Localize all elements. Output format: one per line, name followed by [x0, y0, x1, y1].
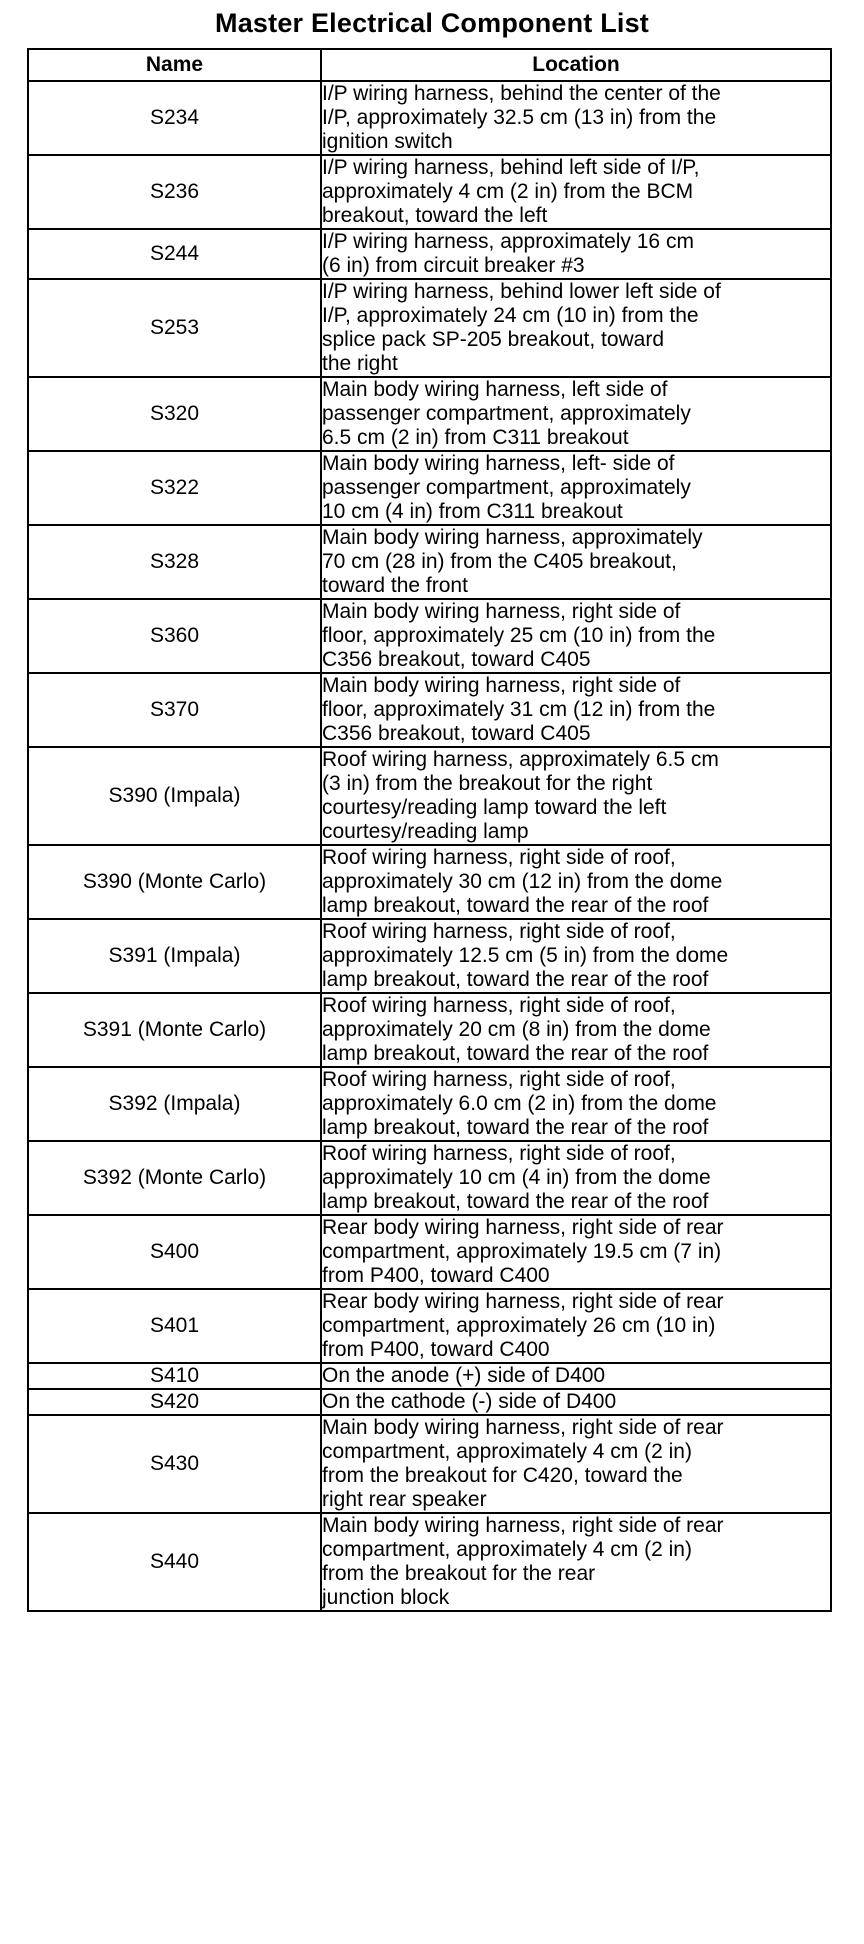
component-location: Main body wiring harness, approximately 70 cm (28 in) from the C405 breakout, toward the front	[321, 525, 831, 599]
table-row	[28, 81, 831, 155]
component-name: S328	[28, 525, 321, 599]
component-location: Main body wiring harness, left side of passenger compartment, approximately 6.5 cm (2 in) from C311 breakout	[321, 377, 831, 451]
component-location: Main body wiring harness, right side of rear compartment, approximately 4 cm (2 in) from the breakout for C420, toward the right rear speaker	[321, 1415, 831, 1513]
component-name: S244	[28, 229, 321, 279]
table-row	[28, 919, 831, 993]
component-name: S440	[28, 1513, 321, 1611]
component-name: S390 (Impala)	[28, 747, 321, 845]
component-name: S370	[28, 673, 321, 747]
component-name: S401	[28, 1289, 321, 1363]
component-name: S320	[28, 377, 321, 451]
component-location: I/P wiring harness, behind the center of the I/P, approximately 32.5 cm (13 in) from the ignition switch	[321, 81, 831, 155]
column-header-location: Location	[321, 49, 831, 81]
table-row	[28, 1363, 831, 1389]
table-row	[28, 599, 831, 673]
table-row	[28, 993, 831, 1067]
table-row	[28, 747, 831, 845]
component-location: Rear body wiring harness, right side of rear compartment, approximately 26 cm (10 in) from P400, toward C400	[321, 1289, 831, 1363]
table-row	[28, 229, 831, 279]
table-row	[28, 525, 831, 599]
component-name: S360	[28, 599, 321, 673]
component-location: I/P wiring harness, behind left side of I/P, approximately 4 cm (2 in) from the BCM breakout, toward the left	[321, 155, 831, 229]
component-location: Rear body wiring harness, right side of rear compartment, approximately 19.5 cm (7 in) from P400, toward C400	[321, 1215, 831, 1289]
component-name: S400	[28, 1215, 321, 1289]
component-location: On the cathode (-) side of D400	[321, 1389, 831, 1415]
table-row	[28, 1141, 831, 1215]
component-name: S420	[28, 1389, 321, 1415]
component-location: On the anode (+) side of D400	[321, 1363, 831, 1389]
component-location: Roof wiring harness, right side of roof, approximately 20 cm (8 in) from the dome lamp breakout, toward the rear of the roof	[321, 993, 831, 1067]
component-name: S410	[28, 1363, 321, 1389]
table-row	[28, 1289, 831, 1363]
component-name: S392 (Monte Carlo)	[28, 1141, 321, 1215]
table-row	[28, 1513, 831, 1611]
table-row	[28, 845, 831, 919]
component-table	[27, 48, 832, 1612]
table-row	[28, 1415, 831, 1513]
component-name: S391 (Impala)	[28, 919, 321, 993]
table-row	[28, 673, 831, 747]
component-name: S234	[28, 81, 321, 155]
component-location: Roof wiring harness, right side of roof, approximately 6.0 cm (2 in) from the dome lamp breakout, toward the rear of the roof	[321, 1067, 831, 1141]
component-location: Roof wiring harness, right side of roof, approximately 30 cm (12 in) from the dome lamp breakout, toward the rear of the roof	[321, 845, 831, 919]
component-location: Main body wiring harness, right side of rear compartment, approximately 4 cm (2 in) from the breakout for the rear junction block	[321, 1513, 831, 1611]
component-location: Main body wiring harness, right side of floor, approximately 31 cm (12 in) from the C356 breakout, toward C405	[321, 673, 831, 747]
component-location: I/P wiring harness, approximately 16 cm (6 in) from circuit breaker #3	[321, 229, 831, 279]
component-name: S236	[28, 155, 321, 229]
component-location: Main body wiring harness, left- side of passenger compartment, approximately 10 cm (4 in) from C311 breakout	[321, 451, 831, 525]
table-row	[28, 1389, 831, 1415]
component-name: S253	[28, 279, 321, 377]
table-header-row	[28, 49, 831, 81]
component-location: Roof wiring harness, right side of roof, approximately 12.5 cm (5 in) from the dome lamp breakout, toward the rear of the roof	[321, 919, 831, 993]
component-name: S322	[28, 451, 321, 525]
column-header-name: Name	[28, 49, 321, 81]
table-row	[28, 377, 831, 451]
page-title: Master Electrical Component List	[215, 8, 649, 38]
component-name: S430	[28, 1415, 321, 1513]
table-row	[28, 1215, 831, 1289]
component-location: I/P wiring harness, behind lower left side of I/P, approximately 24 cm (10 in) from the splice pack SP-205 breakout, toward the right	[321, 279, 831, 377]
table-row	[28, 451, 831, 525]
table-row	[28, 1067, 831, 1141]
table-row	[28, 279, 831, 377]
component-name: S392 (Impala)	[28, 1067, 321, 1141]
component-location: Roof wiring harness, approximately 6.5 cm (3 in) from the breakout for the right courtesy/reading lamp toward the left courtesy/reading lamp	[321, 747, 831, 845]
component-name: S391 (Monte Carlo)	[28, 993, 321, 1067]
table-row	[28, 155, 831, 229]
component-name: S390 (Monte Carlo)	[28, 845, 321, 919]
component-location: Roof wiring harness, right side of roof, approximately 10 cm (4 in) from the dome lamp breakout, toward the rear of the roof	[321, 1141, 831, 1215]
component-location: Main body wiring harness, right side of floor, approximately 25 cm (10 in) from the C356 breakout, toward C405	[321, 599, 831, 673]
